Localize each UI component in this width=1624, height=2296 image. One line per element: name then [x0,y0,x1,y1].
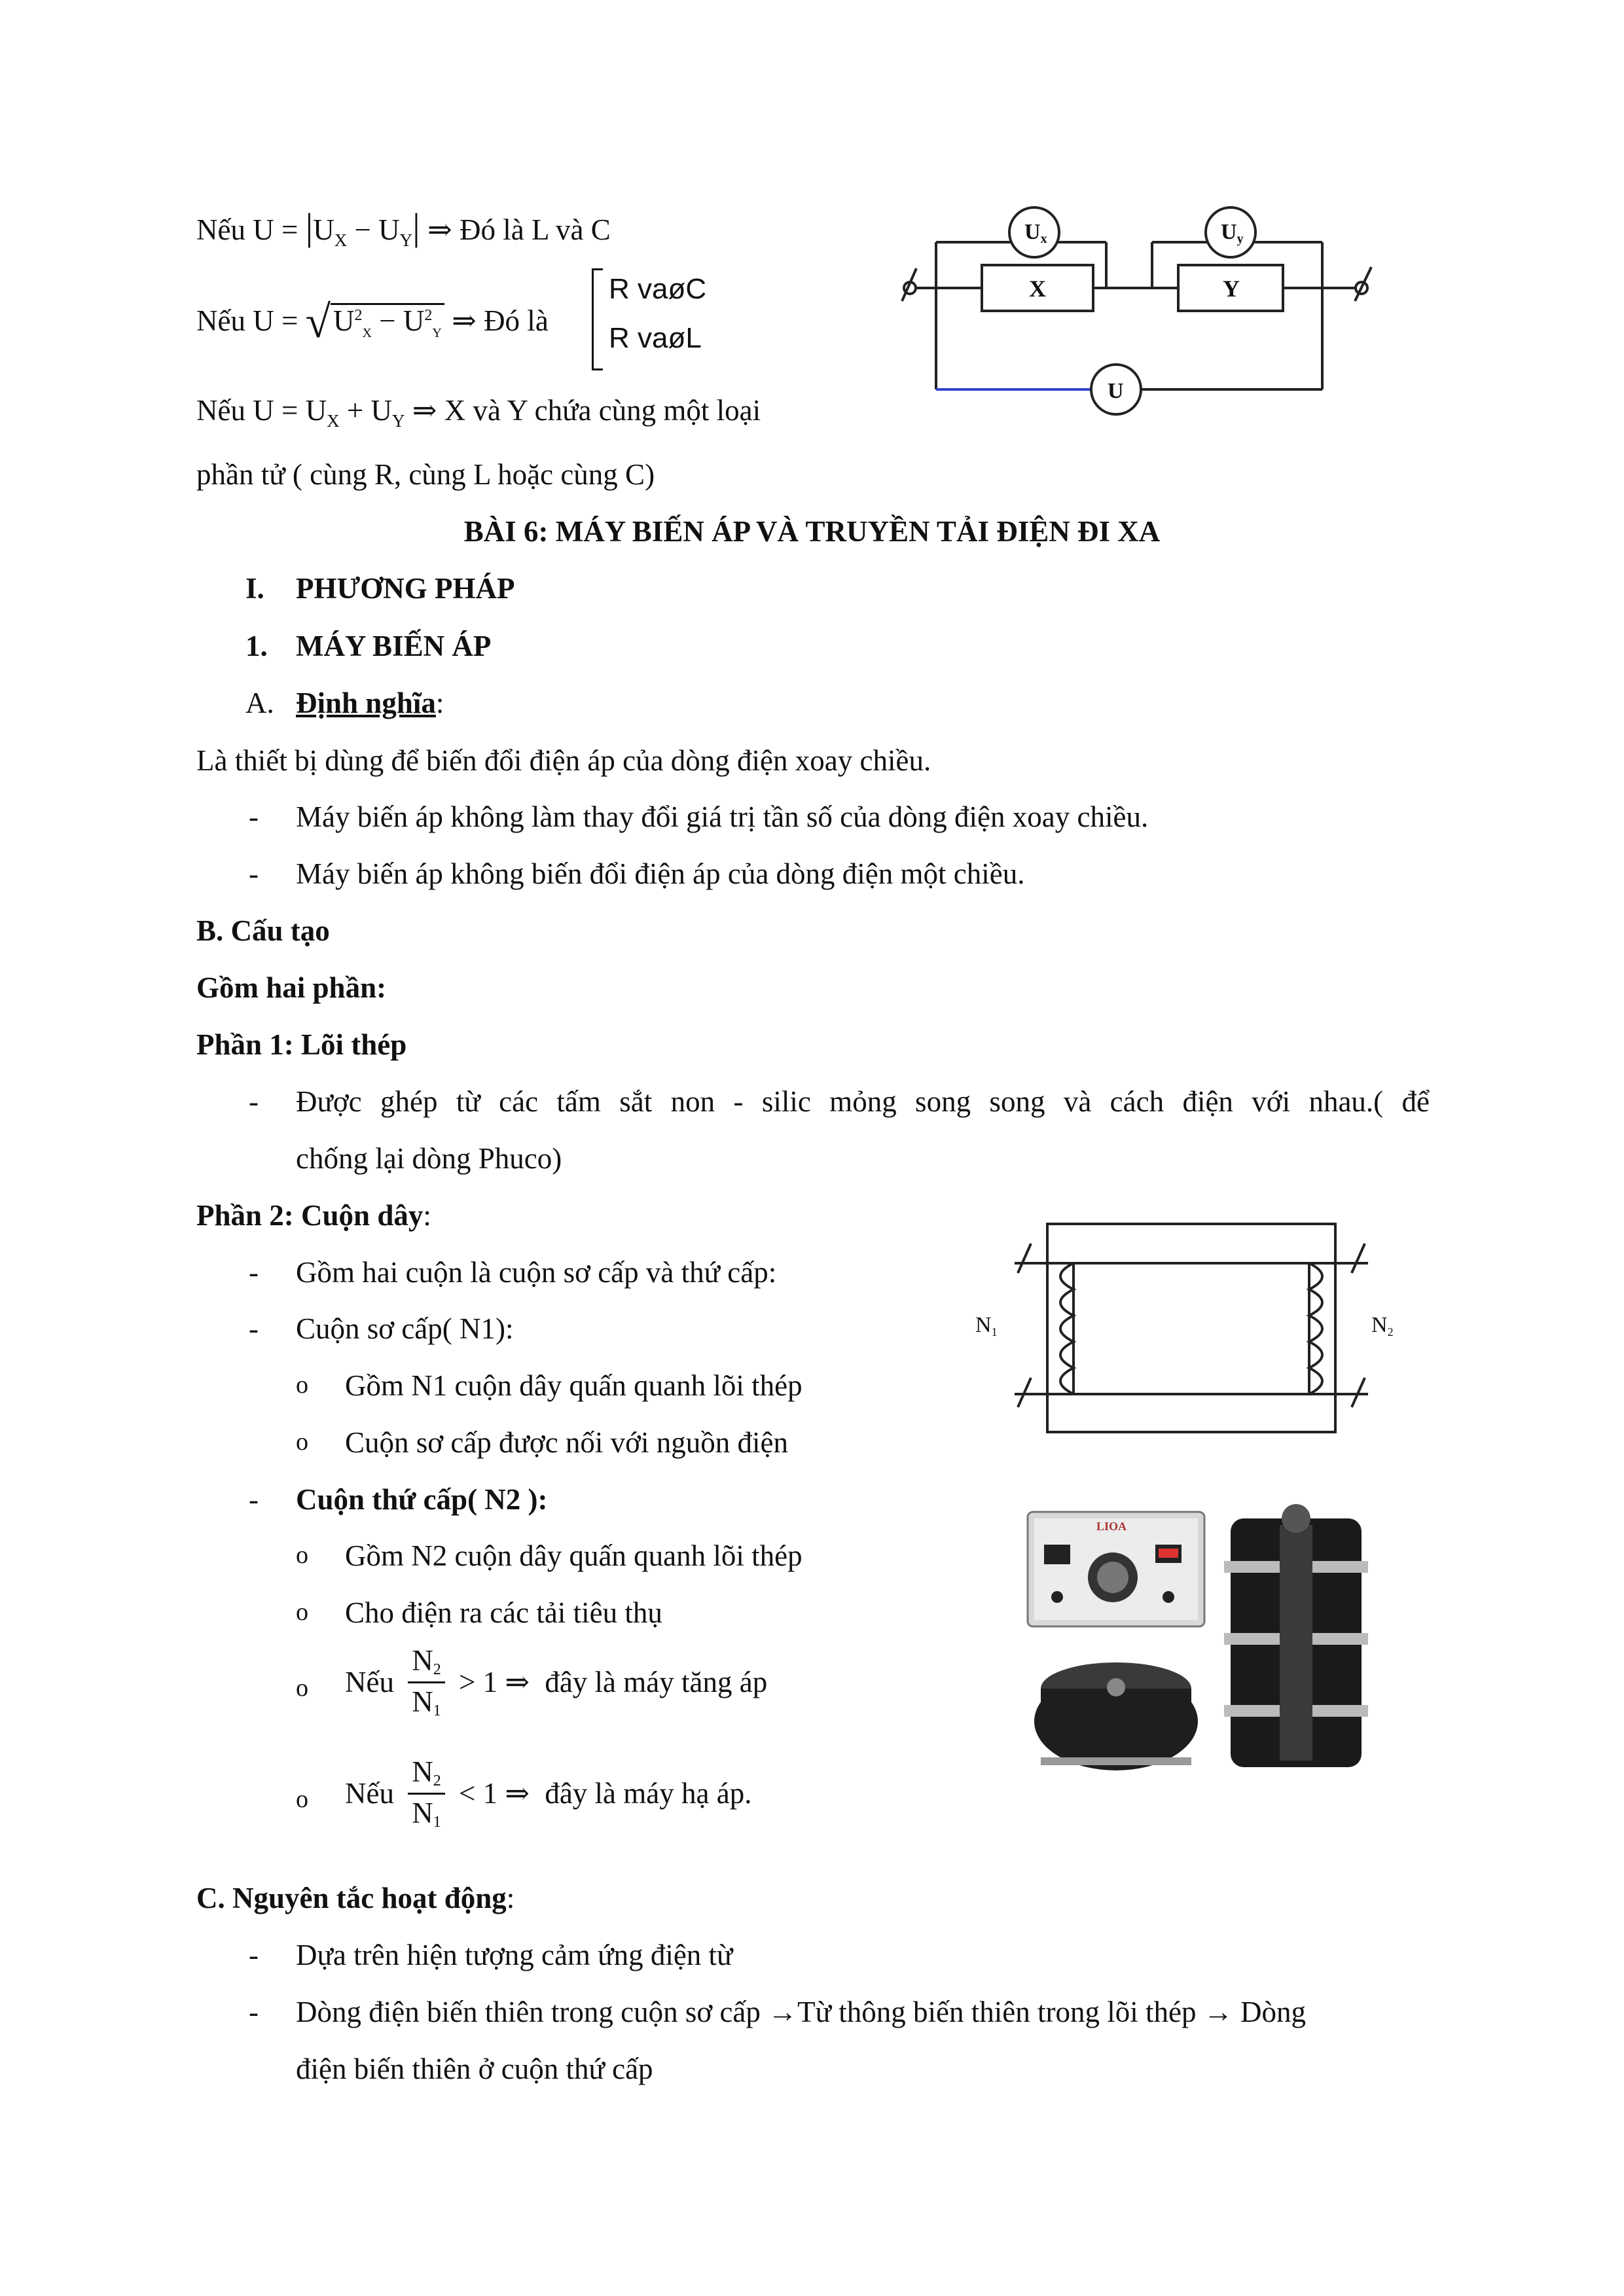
bullet-circle: o [296,1428,308,1456]
bullet-dash: - [249,1312,259,1345]
bullet-circle: o [296,1785,308,1813]
part2-item1: Gồm hai cuộn là cuộn sơ cấp và thứ cấp: [296,1256,777,1289]
part1-line1: Được ghép từ các tấm sắt non - silic mỏng song song và cách điện với nhau.( để [296,1085,1430,1118]
ratio-step-up: Nếu $\frac{N_2}{N_1}$ > 1 ⇒ đây là máy tăng áp [345,1644,768,1719]
n1-label: N1 [975,1313,998,1338]
x-box-label: X [1029,276,1046,302]
bullet-dash: - [249,1085,259,1118]
formula-1: Nếu $U = |U_X - U_Y|$ ⇒ Đó là L và C [196,206,611,250]
ratio-step-down: Nếu $\frac{N_2}{N_1}$ < 1 ⇒ đây là máy hạ áp. [345,1755,752,1831]
subsection-number: 1. [245,630,268,662]
bullet-text: Máy biến áp không biến đổi điện áp của dòng điện một chiều. [296,857,1025,890]
lesson-title: BÀI 6: MÁY BIẾN ÁP VÀ TRUYỀN TẢI ĐIỆN ĐI XA [463,515,1161,548]
bullet-dash: - [249,1939,259,1971]
case-bracket [592,268,603,370]
bullet-text: Máy biến áp không làm thay đổi giá trị tần số của dòng điện xoay chiều. [296,800,1149,833]
circuit-diagram [890,190,1407,439]
u-meter-label: U [1108,379,1124,403]
bullet-dash: - [249,857,259,890]
bullet-dash: - [249,1996,259,2028]
bullet-circle: o [296,1371,308,1399]
primary-item: Gồm N1 cuộn dây quấn quanh lõi thép [345,1369,803,1402]
formula-2: Nếu $U = √U^2_X - U^2_Y$ ⇒ Đó là [196,297,549,348]
principle-item2-line1: Dòng điện biến thiên trong cuộn sơ cấp →Từ thông biến thiên trong lõi thép → Dòng [296,1996,1306,2028]
bullet-dash: - [249,1483,259,1516]
ux-meter-label: Ux [1024,220,1047,246]
case-1: R vaøC [609,273,707,305]
y-box-label: Y [1223,276,1240,302]
section-title: PHƯƠNG PHÁP [296,572,515,605]
definition-heading: A. Định nghĩa: [245,687,444,719]
bullet-circle: o [296,1598,308,1626]
part1-line2: chống lại dòng Phuco) [296,1142,562,1175]
structure-heading: B. Cấu tạo [196,914,330,947]
uy-meter-label: Uy [1221,220,1244,246]
transformer-diagram [975,1217,1407,1440]
secondary-heading: Cuộn thứ cấp( N2 ): [296,1483,548,1516]
subsection-title: MÁY BIẾN ÁP [296,630,492,662]
bullet-circle: o [296,1541,308,1569]
transformer-devices-photo [1021,1499,1375,1780]
svg-text:LIOA: LIOA [1096,1520,1127,1533]
formula-3-continued: phần tử ( cùng R, cùng L hoặc cùng C) [196,458,655,491]
secondary-item: Gồm N2 cuộn dây quấn quanh lõi thép [345,1539,803,1572]
principle-heading: C. Nguyên tắc hoạt động: [196,1882,515,1914]
structure-parts: Gồm hai phần: [196,971,387,1004]
case-2: R vaøL [609,322,702,354]
principle-item2-line2: điện biến thiên ở cuộn thứ cấp [296,2053,653,2085]
bullet-dash: - [249,1256,259,1289]
part1-heading: Phần 1: Lõi thép [196,1028,407,1061]
principle-item1: Dựa trên hiện tượng cảm ứng điện từ [296,1939,733,1971]
primary-item: Cuộn sơ cấp được nối với nguồn điện [345,1426,788,1459]
section-heading: I. [245,572,264,605]
formula-3: Nếu $U = U_X + U_Y$ ⇒ X và Y chứa cùng một loại [196,394,761,431]
bullet-dash: - [249,800,259,833]
part2-item2: Cuộn sơ cấp( N1): [296,1312,514,1345]
n2-label: N2 [1371,1313,1394,1338]
definition-text: Là thiết bị dùng để biến đổi điện áp của dòng điện xoay chiều. [196,744,931,777]
bullet-circle: o [296,1674,308,1702]
secondary-item: Cho điện ra các tải tiêu thụ [345,1596,662,1629]
part2-heading: Phần 2: Cuộn dây: [196,1199,431,1232]
